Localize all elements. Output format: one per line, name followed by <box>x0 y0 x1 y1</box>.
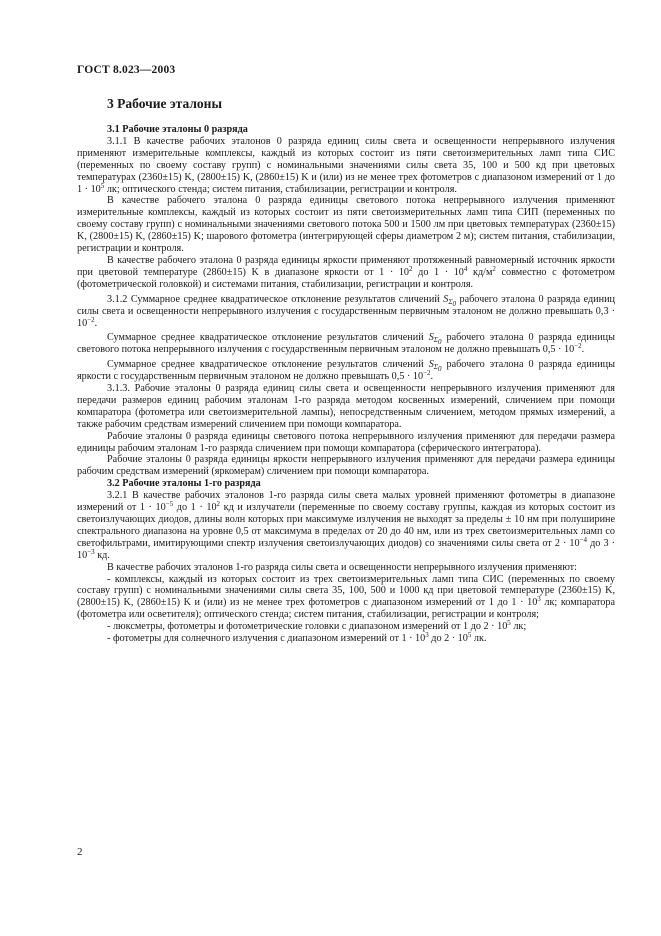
sigma-symbol: $S_{\Sigma_0}$ <box>428 359 442 374</box>
list-item: - фотометры для солнечного излучения с диапазоном измерений от $1 \cdot 10^3$ до $2 \cdot 10^5$ лк. <box>107 631 487 645</box>
subsection-heading-3-1: 3.1 Рабочие эталоны 0 разряда <box>107 124 248 135</box>
paragraph: 3.1.3. Рабочие эталоны 0 разряда единиц силы света и освещенности непрерывного излучения применяют для передачи размеров единиц рабочим эталонам 1-го разряда методом косвенных измерений, сличением при помощи компаратора (фотометра или светоизмерительной лампы), непосредственным сличением, методом прямых измерений, а также рабочим средствам измерений сличением при помощи компаратора. <box>77 383 615 430</box>
section-title: 3 Рабочие эталоны <box>107 96 222 111</box>
subsection-heading-3-2: 3.2 Рабочие эталоны 1-го разряда <box>107 478 261 490</box>
list-item: - люксметры, фотометры и фотометрические головки с диапазоном измерений от 1 до $2 \cdot 10^5$ лк; <box>107 619 527 633</box>
paragraph: 3.1.1 В качестве рабочих эталонов 0 разряда единиц силы света и освещенности непрерывного излучения применяют измерительные комплексы, каждый из которых состоит из пяти светоизмерительных ламп типа СИС (переменных по своему составу групп) с номинальными значениями силы света 35, 100 и 500 кд при цветовых температурах (2360±15) K, (2800±15) K, (2860±15) K и (или) из не менее трех фотометров с диапазоном измерений от 1 до $1 \cdot 10^5$ лк; оптического стенда; систем питания, стабилизации, регистрации и контроля. <box>77 135 615 195</box>
list-item: - комплексы, каждый из которых состоит из трех светоизмерительных ламп типа СИС (переменных по своему составу групп) с номинальными значениями силы света 35, 100, 500 и 1000 кд при цветовой температуре (2360±15) K, (2800±15) K, (2860±15) K и (или) из не менее трех фотометров с диапазоном измерений от 1 до $1 \cdot 10^3$ лк; компаратора (фотометра или осветителя); оптического стенда; систем питания, стабилизации, регистрации и контроля; <box>77 573 615 621</box>
paragraph: Суммарное среднее квадратическое отклонение результатов сличений $S_{\Sigma_0}$ рабочего эталона 0 разряда единицы яркости с государственным первичным эталоном не должно превышать $0,5 \cdot 10^{-2}$. <box>77 359 615 383</box>
paragraph: Рабочие эталоны 0 разряда единицы светового потока непрерывного излучения применяют для передачи размера единицы рабочим эталонам 1-го разряда сличением при помощи компаратора (сферического интегратора). <box>77 430 615 454</box>
document-body <box>77 124 615 645</box>
paragraph: 3.1.2 Суммарное среднее квадратическое отклонение результатов сличений $S_{\Sigma_0}$ рабочего эталона 0 разряда единиц силы света и освещенности непрерывного излучения с государственным первичным эталоном не должно превышать $0,3 \cdot 10^{-2}$. <box>77 293 615 329</box>
paragraph: 3.2.1 В качестве рабочих эталонов 1-го разряда силы света малых уровней применяют фотометры в диапазоне измерений от $1 \cdot 10^{-5}$ до $1 \cdot 10^2$ кд и излучатели (переменные по своему составу группы, каждая из которых состоит из светоизлучающих диодов, длины волн которых при максимуме излучения не выходят за пределы ± 10 нм при полуширине спектрального диапазона на уровне 0,5 от максимума в пределах от 20 до 40 нм, или из трех светоизмерительных ламп со светофильтрами, имитирующими спектр излучения светоизлучающих диодов) со значениями силы света от $2 \cdot 10^{-4}$ до $3 \cdot 10^{-3}$ кд. <box>77 490 616 561</box>
document-header: ГОСТ 8.023—2003 <box>77 64 176 76</box>
paragraph: Суммарное среднее квадратическое отклонение результатов сличений $S_{\Sigma_0}$ рабочего эталона 0 разряда единицы светового потока непрерывного излучения с государственным первичным эталоном не должно превышать $0,5 \cdot 10^{-2}$. <box>77 332 615 356</box>
page-number: 2 <box>77 846 83 858</box>
paragraph: В качестве рабочего эталона 0 разряда единицы яркости применяют протяженный равномерный источник яркости при цветовой температуре (2860±15) K в диапазоне яркости от $1 \cdot 10^2$ до $1 \cdot 10^4$ $кд/м^2$ совместно с фотометром (фотометрической головкой) и системами питания, стабилизации, регистрации и контроля. <box>77 254 615 290</box>
sigma-symbol: $S_{\Sigma_0}$ <box>428 332 442 347</box>
sigma-symbol: $S_{\Sigma_0}$ <box>443 293 457 308</box>
paragraph: Рабочие эталоны 0 разряда единицы яркости непрерывного излучения применяют для передачи размера единицы рабочим средствам измерений (яркомерам) сличением при помощи компаратора. <box>77 454 615 478</box>
paragraph: В качестве рабочих эталонов 1-го разряда силы света и освещенности непрерывного излучения применяют: <box>107 561 577 573</box>
paragraph: В качестве рабочего эталона 0 разряда единицы светового потока непрерывного излучения применяют измерительные комплексы, каждый из которых состоит из пяти светоизмерительных ламп типа СИП (переменных по своему составу групп) с номинальными значениями светового потока 500 и 1500 лм при цветовых температурах (2360±15) K, (2800±15) K, (2860±15) K; шарового фотометра (интегрирующей сферы диаметром 2 м); систем питания, стабилизации, регистрации и контроля. <box>77 195 615 255</box>
